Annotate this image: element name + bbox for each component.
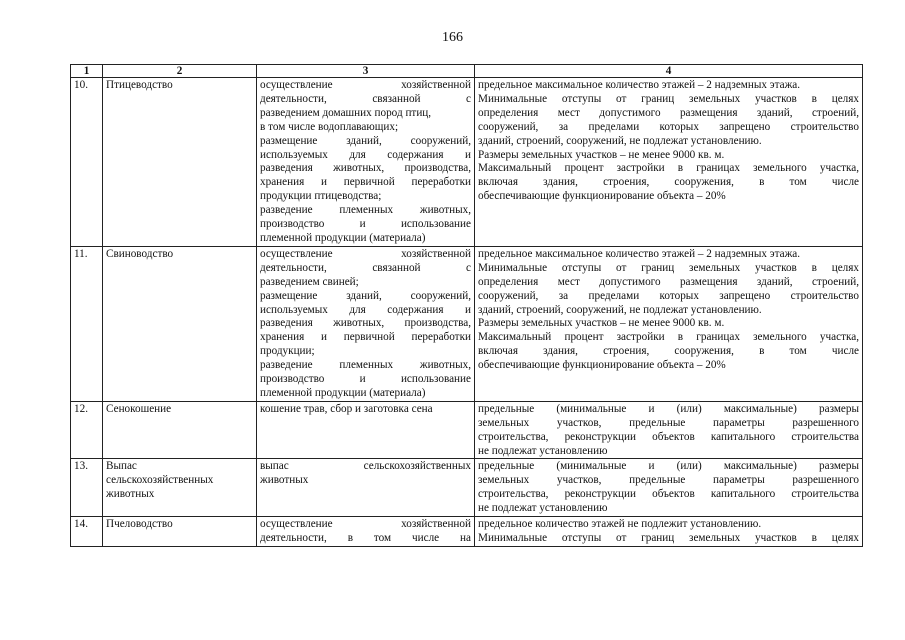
- land-use-table: [70, 64, 863, 547]
- table-row: [71, 78, 863, 247]
- description-line: осуществление хозяйственной: [260, 247, 471, 260]
- parameter-line: Размеры земельных участков – не менее 9000 кв. м.: [478, 317, 725, 330]
- land-use-type-line: животных: [106, 488, 155, 501]
- row-number: 13.: [71, 459, 103, 517]
- parameter-line: Размеры земельных участков – не менее 9000 кв. м.: [478, 148, 725, 161]
- parameter-line: предельное количество этажей не подлежит установлению.: [478, 518, 762, 531]
- description-line: хранения и первичной переработки: [260, 331, 471, 344]
- row-number: 10.: [71, 78, 103, 247]
- parameter-line: земельных участков, предельные параметры разрешенного: [478, 416, 859, 429]
- header-col-4: 4: [475, 65, 863, 78]
- description-line: используемых для содержания и: [260, 148, 471, 161]
- land-use-description: [257, 78, 475, 247]
- parameter-line: обеспечивающие функционирование объекта – 20%: [478, 359, 726, 372]
- parameter-line: строительства, реконструкции объектов капитального строительства: [478, 430, 859, 443]
- row-number: 11.: [71, 246, 103, 401]
- description-line: продукции птицеводства;: [260, 190, 382, 203]
- header-col-1: 1: [71, 65, 103, 78]
- land-use-type-line: Выпас: [106, 460, 137, 473]
- parameter-line: предельные (минимальные и (или) максимальные) размеры: [478, 402, 859, 415]
- construction-parameters: [475, 459, 863, 517]
- description-line: деятельности, связанной с: [260, 92, 471, 105]
- description-line: племенной продукции (материала): [260, 231, 426, 244]
- description-line: деятельности, в том числе на: [260, 532, 471, 544]
- description-line: в том числе водоплавающих;: [260, 120, 399, 133]
- land-use-description: [257, 401, 475, 459]
- description-line: деятельности, связанной с: [260, 261, 471, 274]
- description-line: кошение трав, сбор и заготовка сена: [260, 402, 433, 415]
- parameter-line: предельное максимальное количество этажей – 2 надземных этажа.: [478, 79, 801, 91]
- description-line: разведением свиней;: [260, 275, 359, 288]
- land-use-type: [103, 78, 257, 247]
- table-row: [71, 401, 863, 459]
- parameter-line: Максимальный процент застройки в границах земельного участка,: [478, 162, 859, 175]
- land-use-type-line: Птицеводство: [106, 79, 173, 91]
- parameter-line: включая здания, строения, сооружения, в том числе: [478, 345, 859, 358]
- description-line: используемых для содержания и: [260, 303, 471, 316]
- description-line: разведение племенных животных,: [260, 359, 471, 372]
- description-line: размещение зданий, сооружений,: [260, 134, 471, 147]
- parameter-line: строительства, реконструкции объектов капитального строительства: [478, 488, 859, 501]
- parameter-line: обеспечивающие функционирование объекта – 20%: [478, 190, 726, 203]
- table-row: [71, 459, 863, 517]
- description-line: размещение зданий, сооружений,: [260, 289, 471, 302]
- description-line: разведения животных, производства,: [260, 162, 471, 175]
- header-col-2: 2: [103, 65, 257, 78]
- construction-parameters: [475, 246, 863, 401]
- land-use-type-line: Свиноводство: [106, 247, 174, 260]
- description-line: хранения и первичной переработки: [260, 176, 471, 189]
- description-line: производство и использование: [260, 373, 471, 386]
- table-row: [71, 246, 863, 401]
- description-line: продукции;: [260, 345, 315, 358]
- parameter-line: сооружений, за пределами которых запрещено строительство: [478, 120, 859, 133]
- parameter-line: предельное максимальное количество этажей – 2 надземных этажа.: [478, 247, 801, 260]
- description-line: разведения животных, производства,: [260, 317, 471, 330]
- land-use-type: [103, 517, 257, 547]
- row-number: 14.: [71, 517, 103, 547]
- description-line: выпас сельскохозяйственных: [260, 460, 471, 473]
- table-row: [71, 517, 863, 547]
- construction-parameters: [475, 401, 863, 459]
- parameter-line: Минимальные отступы от границ земельных участков в целях: [478, 92, 859, 105]
- description-line: осуществление хозяйственной: [260, 518, 471, 531]
- parameter-line: сооружений, за пределами которых запрещено строительство: [478, 289, 859, 302]
- parameter-line: определения мест допустимого размещения зданий, строений,: [478, 106, 859, 119]
- parameter-line: Максимальный процент застройки в границах земельного участка,: [478, 331, 859, 344]
- parameter-line: не подлежат установлению: [478, 444, 608, 457]
- land-use-type: [103, 459, 257, 517]
- parameter-line: определения мест допустимого размещения зданий, строений,: [478, 275, 859, 288]
- land-use-type: [103, 246, 257, 401]
- page-number: 166: [442, 30, 463, 45]
- parameter-line: Минимальные отступы от границ земельных участков в целях: [478, 532, 859, 544]
- land-use-description: [257, 246, 475, 401]
- parameter-line: зданий, строений, сооружений, не подлежат установлению.: [478, 134, 762, 147]
- parameter-line: зданий, строений, сооружений, не подлежат установлению.: [478, 303, 762, 316]
- parameter-line: Минимальные отступы от границ земельных участков в целях: [478, 261, 859, 274]
- table-header-row: [71, 65, 863, 78]
- parameter-line: земельных участков, предельные параметры разрешенного: [478, 474, 859, 487]
- parameter-line: не подлежат установлению: [478, 502, 608, 515]
- parameter-line: предельные (минимальные и (или) максимальные) размеры: [478, 460, 859, 473]
- description-line: племенной продукции (материала): [260, 386, 426, 399]
- land-use-description: [257, 459, 475, 517]
- description-line: разведение племенных животных,: [260, 204, 471, 217]
- land-use-type-line: Пчеловодство: [106, 518, 173, 531]
- parameter-line: включая здания, строения, сооружения, в том числе: [478, 176, 859, 189]
- description-line: разведением домашних пород птиц,: [260, 106, 432, 119]
- description-line: животных: [260, 474, 309, 487]
- description-line: производство и использование: [260, 218, 471, 231]
- land-use-type-line: Сенокошение: [106, 402, 172, 415]
- row-number: 12.: [71, 401, 103, 459]
- land-use-type-line: сельскохозяйственных: [106, 474, 214, 487]
- description-line: осуществление хозяйственной: [260, 79, 471, 91]
- land-use-type: [103, 401, 257, 459]
- land-use-description: [257, 517, 475, 547]
- construction-parameters: [475, 517, 863, 547]
- header-col-3: 3: [257, 65, 475, 78]
- construction-parameters: [475, 78, 863, 247]
